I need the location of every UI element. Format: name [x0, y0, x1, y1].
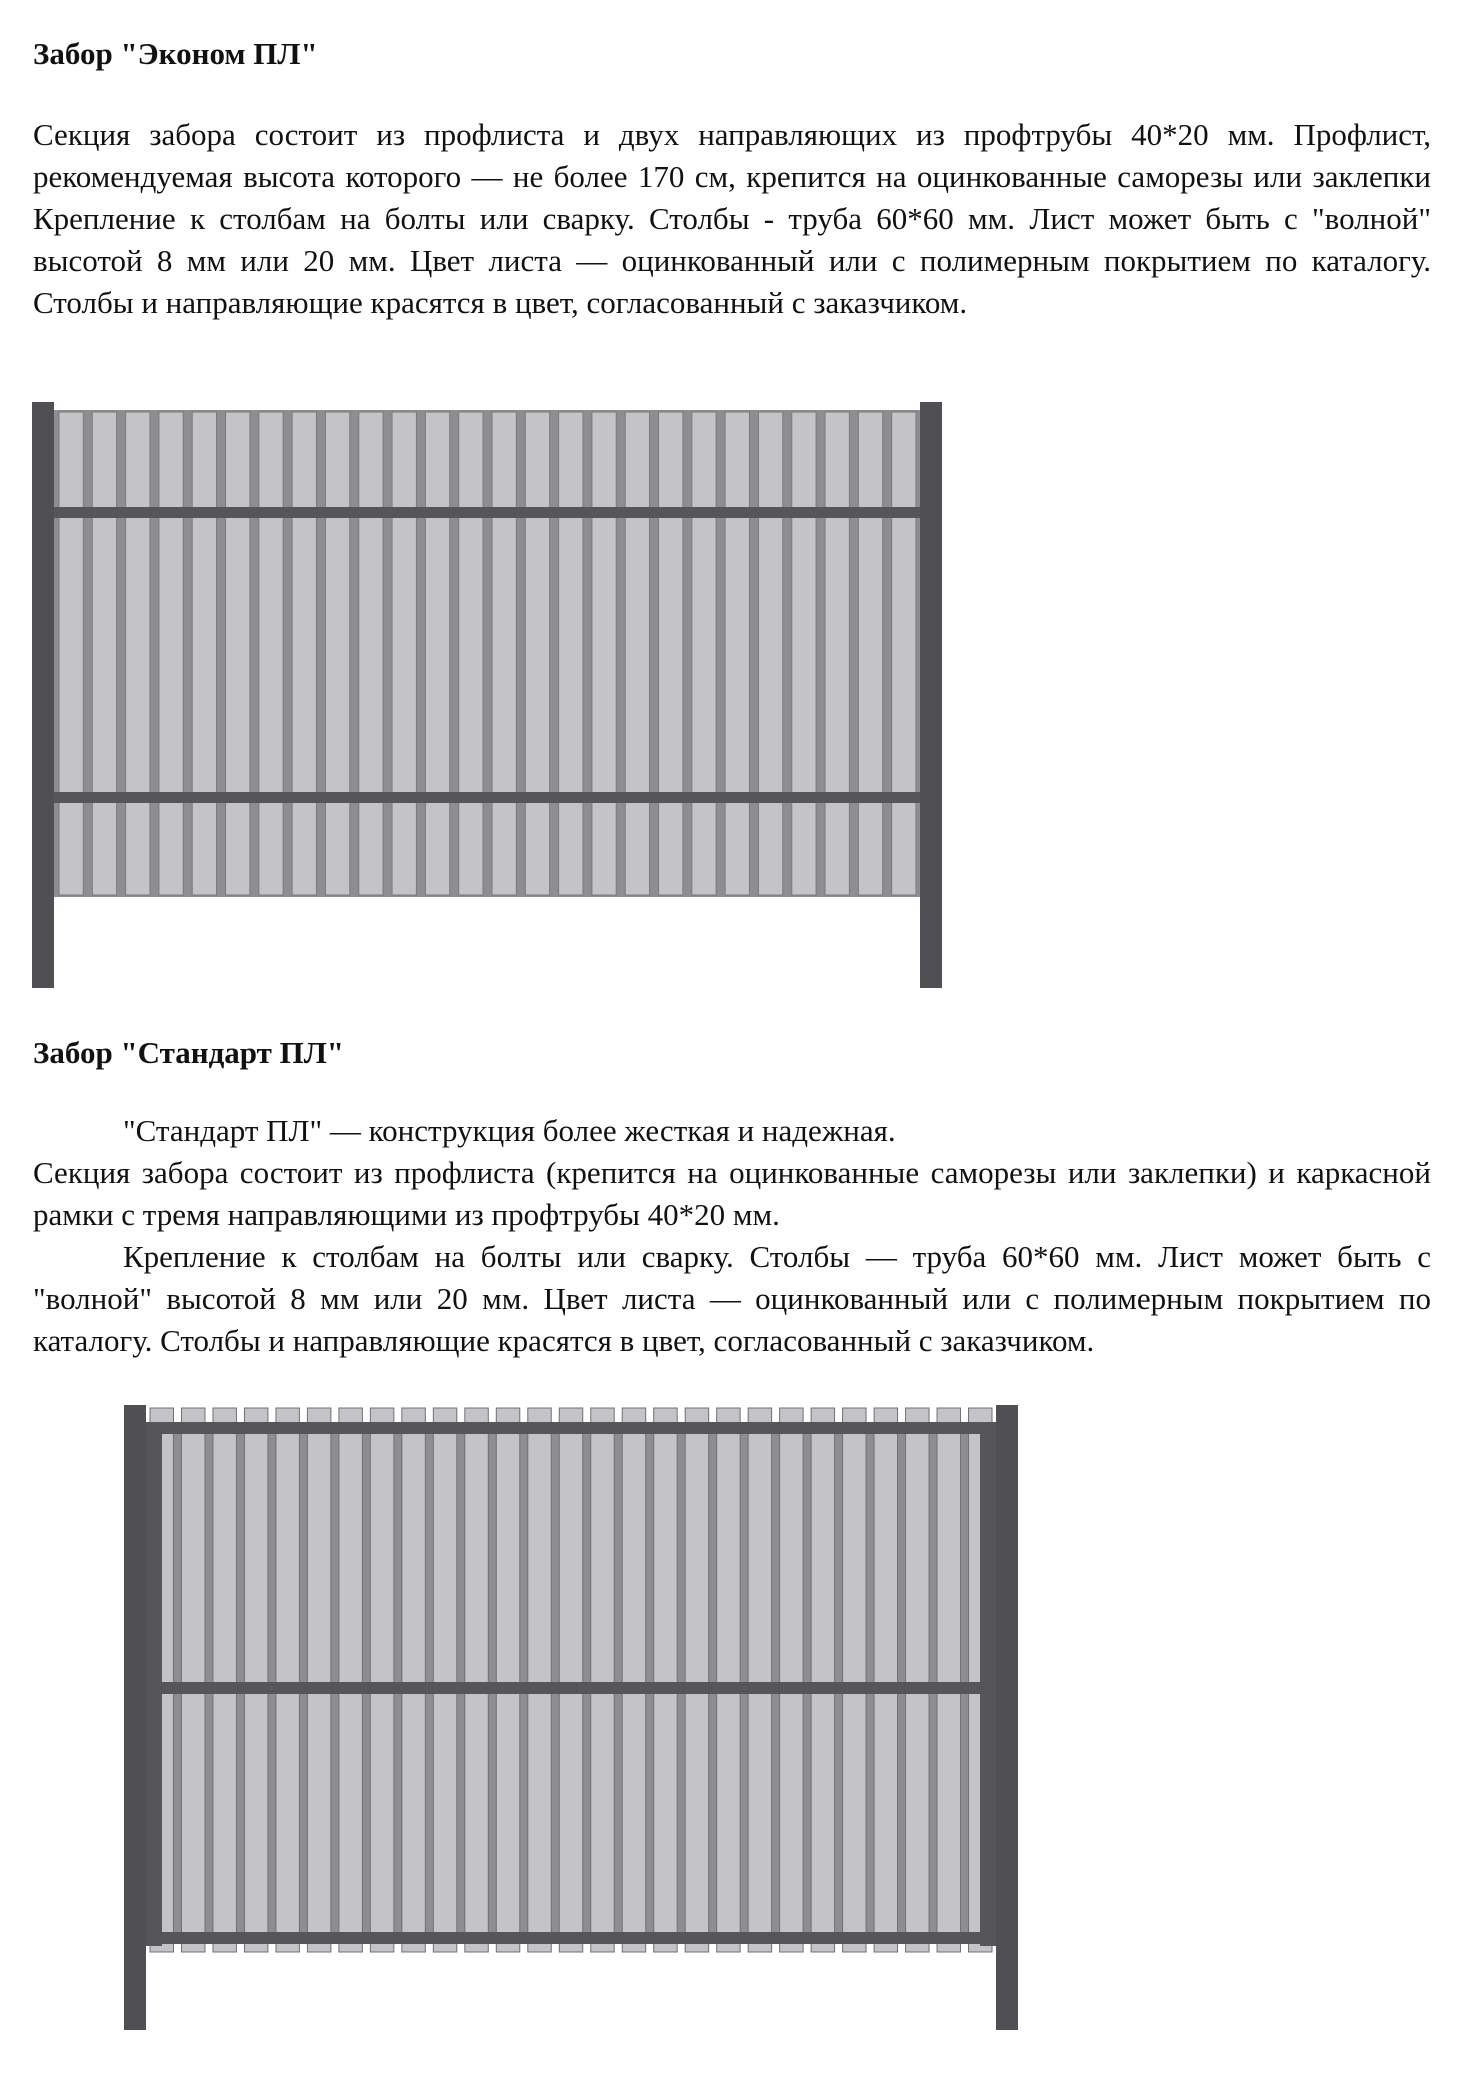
sheet-rib: [276, 1408, 299, 1952]
sheet-rib: [292, 412, 316, 895]
sheet-rib: [748, 1408, 771, 1952]
sheet-rib: [525, 412, 549, 895]
sheet-rib: [825, 412, 849, 895]
guide-rail: [52, 792, 922, 803]
standard-intro: "Стандарт ПЛ" — конструкция более жесткая и надежная.: [123, 1113, 896, 1148]
section-paragraph-econom: [33, 114, 1431, 324]
section-heading-econom: Забор "Эконом ПЛ": [33, 36, 318, 71]
sheet-rib: [591, 1408, 614, 1952]
sheet-rib: [874, 1408, 897, 1952]
sheet-rib: [307, 1408, 330, 1952]
guide-rail: [146, 1422, 996, 1434]
guide-rail: [52, 507, 922, 518]
sheet-rib: [937, 1408, 960, 1952]
sheet-rib: [59, 412, 83, 895]
sheet-rib: [213, 1408, 236, 1952]
standard-fixing-description: Крепление к столбам на болты или сварку. Столбы — труба 60*60 мм. Лист может быть с "волной" высотой 8 мм или 20 мм. Цвет листа — оцинкованный или с полимерным покрытием по каталогу. Столбы и направляющие красятся в цвет, согласованный с заказчиком.: [33, 1239, 1431, 1358]
sheet-rib: [192, 412, 216, 895]
sheet-rib: [792, 412, 816, 895]
sheet-rib: [559, 1408, 582, 1952]
sheet-background: [54, 410, 920, 897]
sheet-rib: [528, 1408, 551, 1952]
fence-econom-illustration: [32, 402, 948, 988]
sheet-rib: [717, 1408, 740, 1952]
sheet-rib: [780, 1408, 803, 1952]
sheet-rib: [244, 1408, 267, 1952]
section-paragraph-standard: [33, 1110, 1431, 1362]
sheet-rib: [622, 1408, 645, 1952]
sheet-rib: [359, 412, 383, 895]
sheet-rib: [459, 412, 483, 895]
sheet-rib: [906, 1408, 929, 1952]
sheet-rib: [339, 1408, 362, 1952]
sheet-rib: [226, 412, 250, 895]
guide-rail: [146, 1682, 996, 1694]
sheet-rib: [181, 1408, 204, 1952]
guide-rail: [146, 1932, 996, 1944]
sheet-rib: [659, 412, 683, 895]
sheet-rib: [892, 412, 916, 895]
fence-standard-illustration: [124, 1400, 1020, 2030]
sheet-rib: [625, 412, 649, 895]
sheet-rib: [492, 412, 516, 895]
sheet-rib: [392, 412, 416, 895]
sheet-rib: [465, 1408, 488, 1952]
sheet-rib: [92, 412, 116, 895]
sheet-rib: [433, 1408, 456, 1952]
sheet-rib: [559, 412, 583, 895]
sheet-rib: [692, 412, 716, 895]
post-left: [124, 1405, 146, 2030]
sheet-rib: [325, 412, 349, 895]
section-heading-standard: Забор "Стандарт ПЛ": [33, 1035, 345, 1070]
post-right: [996, 1405, 1018, 2030]
sheet-rib: [402, 1408, 425, 1952]
sheet-rib: [811, 1408, 834, 1952]
sheet-rib: [496, 1408, 519, 1952]
econom-description: Секция забора состоит из профлиста и двух направляющих из профтрубы 40*20 мм. Профлист, рекомендуемая высота которого — не более 170 см, крепится на оцинкованные саморезы или заклепки Крепление к столбам на болты или сварку. Столбы - труба 60*60 мм. Лист может быть с "волной" высотой 8 мм или 20 мм. Цвет листа — оцинкованный или с полимерным покрытием по каталогу. Столбы и направляющие красятся в цвет, согласованный с заказчиком.: [33, 117, 1431, 320]
sheet-rib: [685, 1408, 708, 1952]
post-left: [32, 402, 54, 988]
post-right: [920, 402, 942, 988]
sheet-rib: [654, 1408, 677, 1952]
sheet-rib: [758, 412, 782, 895]
sheet-rib: [259, 412, 283, 895]
sheet-rib: [425, 412, 449, 895]
sheet-rib: [126, 412, 150, 895]
sheet-rib: [858, 412, 882, 895]
sheet-rib: [159, 412, 183, 895]
sheet-rib: [592, 412, 616, 895]
sheet-rib: [725, 412, 749, 895]
sheet-rib: [370, 1408, 393, 1952]
standard-frame-description: Секция забора состоит из профлиста (крепится на оцинкованные саморезы или заклепки) и каркасной рамки с тремя направляющими из профтрубы 40*20 мм.: [33, 1155, 1431, 1232]
sheet-rib: [843, 1408, 866, 1952]
